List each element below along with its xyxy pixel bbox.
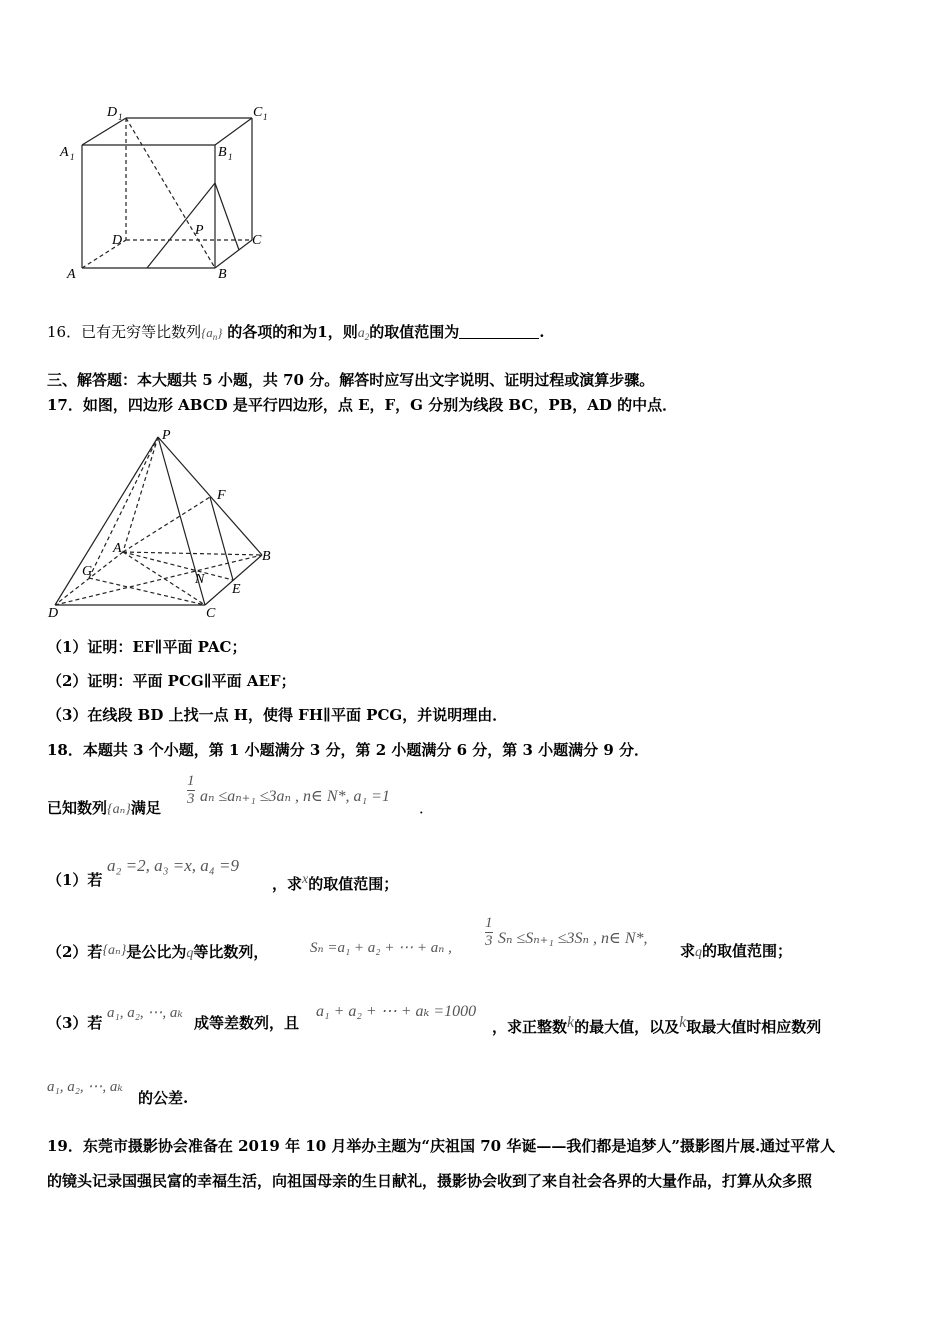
label-e: E xyxy=(232,582,241,597)
edge xyxy=(82,118,126,145)
part1-suffix: ，求x的取值范围； xyxy=(272,872,399,893)
hidden-edge xyxy=(123,497,210,552)
label-c1: C xyxy=(253,105,263,120)
question-18-part-3: （3）若 xyxy=(47,1014,103,1032)
label-c: C xyxy=(206,606,216,620)
part2-fraction: 1 3 xyxy=(485,915,493,949)
part3-end: 的公差. xyxy=(138,1089,189,1107)
part3-suffix: ，求正整数k的最大值，以及k取最大值时相应数列 xyxy=(492,1014,822,1036)
label-d1-sub: 1 xyxy=(118,112,123,122)
part2-suffix: 求q的取值范围； xyxy=(680,942,793,960)
label-a1-sub: 1 xyxy=(70,152,75,162)
part1-formula: a₂ =2, a₃ =x, a₄ =9 xyxy=(107,856,239,875)
pyramid-figure xyxy=(45,425,285,620)
label-a1: A xyxy=(60,145,69,160)
question-17-part-2: （2）证明：平面 PCG∥平面 AEF； xyxy=(47,672,296,690)
line-p xyxy=(147,183,215,268)
label-b: B xyxy=(218,267,227,282)
question-19-line-2: 的镜头记录国强民富的幸福生活，向祖国母亲的生日献礼，摄影协会收到了来自社会各界的大量作品，打算从众多照 xyxy=(47,1172,813,1190)
label-f: F xyxy=(217,488,226,503)
label-a: A xyxy=(113,541,122,556)
known-fraction: 1 3 xyxy=(187,773,195,807)
edge xyxy=(158,437,262,555)
part3-sum: a₁ + a₂ + ⋯ + aₖ =1000 xyxy=(316,1003,477,1020)
hidden-edge xyxy=(89,437,158,578)
edge xyxy=(215,118,252,145)
section-heading: 三、解答题：本大题共 5 小题，共 70 分。解答时应写出文字说明、证明过程或演算步骤。 xyxy=(47,371,655,389)
hidden-edge xyxy=(55,555,262,605)
question-18-stem: 18．本题共 3 个小题，第 1 小题满分 3 分，第 2 小题满分 6 分，第 3 小题满分 9 分． xyxy=(47,741,650,759)
label-d: D xyxy=(112,233,123,248)
part3-mid: 成等差数列，且 xyxy=(194,1014,300,1032)
hidden-edge xyxy=(123,552,262,555)
part3-terms-2: a₁, a₂, ⋯, aₖ xyxy=(47,1079,123,1095)
label-c: C xyxy=(252,233,262,248)
label-b: B xyxy=(262,549,271,564)
question-17-part-1: （1）证明：EF∥平面 PAC； xyxy=(47,638,247,656)
hidden-edge xyxy=(89,578,205,605)
known-formula: aₙ ≤aₙ₊₁ ≤3aₙ , n∈ N*, a₁ =1 xyxy=(200,788,390,805)
edge xyxy=(215,240,252,268)
known-period: ． xyxy=(419,799,435,817)
question-18-part-2: （2）若{aₙ}是公比为q等比数列， xyxy=(47,943,269,961)
label-g: G xyxy=(82,564,93,579)
edge xyxy=(55,437,158,605)
label-d: D xyxy=(48,606,59,620)
question-19-line-1: 19．东莞市摄影协会准备在 2019 年 10 月举办主题为“庆祖国 70 华诞——我们都是追梦人”摄影图片展.通过平常人 xyxy=(47,1137,836,1155)
cube-figure xyxy=(55,100,285,285)
question-16: 16．已有无穷等比数列$\{a_n\}$ 的各项的和为1，则$a_2$的取值范围为 . xyxy=(47,323,545,342)
part2-sum: Sₙ =a₁ + a₂ + ⋯ + aₙ , xyxy=(310,940,452,956)
part3-terms: a₁, a₂, ⋯, aₖ xyxy=(107,1005,183,1021)
answer-blank xyxy=(459,324,539,339)
question-17-stem: 17．如图，四边形 ABCD 是平行四边形，点 E，F，G 分别为线段 BC，PB，AD 的中点． xyxy=(47,396,678,414)
part2-ineq: Sₙ ≤Sₙ₊₁ ≤3Sₙ , n∈ N*, xyxy=(498,930,648,947)
label-d1: D xyxy=(107,105,118,120)
label-b1: B xyxy=(218,145,227,160)
label-b1-sub: 1 xyxy=(228,152,233,162)
label-p: P xyxy=(162,428,171,443)
question-18-known: 已知数列{aₙ}满足 xyxy=(47,799,161,817)
label-n: N xyxy=(195,572,205,587)
question-17-part-3: （3）在线段 BD 上找一点 H，使得 FH∥平面 PCG，并说明理由． xyxy=(47,706,508,724)
label-a: A xyxy=(67,267,76,282)
label-p: P xyxy=(195,223,204,238)
label-c1-sub: 1 xyxy=(263,112,268,122)
hidden-edge xyxy=(123,437,158,552)
question-18-part-1: （1）若 xyxy=(47,871,103,889)
hidden-edge xyxy=(126,118,215,268)
